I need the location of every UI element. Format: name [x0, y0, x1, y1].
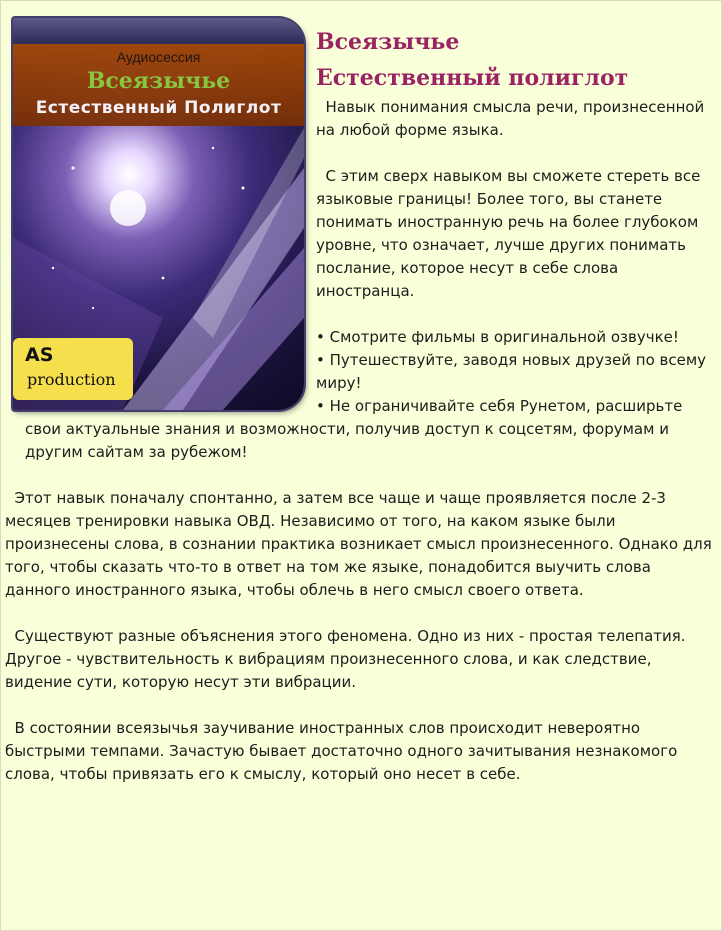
cover-title-band [13, 44, 304, 126]
body-paragraph: Существуют разные объяснения этого феномена. Одно из них - простая телепатия. Другое - чувствительность к вибрациям произнесенного слова, и как следствие, видение сути, которую несут эти вибрации. [5, 627, 691, 691]
logo-mark: AS [25, 344, 54, 366]
intro-paragraph-2: С этим сверх навыком вы сможете стереть все языковые границы! Более того, вы станете понимать иностранную речь на более глубоком уровне, что означает, лучше других понимать послание, которое несут в себе слова иностранца. [316, 167, 706, 300]
bullet-item: • Путешествуйте, заводя новых друзей по всему миру! [316, 351, 707, 392]
intro-paragraph: Навык понимания смысла речи, произнесенной на любой форме языка. [316, 98, 710, 139]
cover-image [13, 18, 304, 410]
title-line-1: Всеязычье [316, 29, 460, 55]
cover-subtitle: Естественный Полиглот [35, 98, 282, 118]
cover-kicker: Аудиосессия [116, 49, 201, 65]
logo-text: production [27, 370, 116, 389]
body-paragraph: В состоянии всеязычья заучивание иностранных слов происходит невероятно быстрыми темпами. Зачастую бывает достаточно одного зачитывания незнакомого слова, чтобы привязать его к смыслу, который оно несет в себе. [5, 719, 683, 783]
cover-title: Всеязычье [86, 68, 231, 94]
bullet-item: • Не ограничивайте себя Рунетом, расширьте свои актуальные знания и возможности, получив доступ к соцсетям, форумам и другим сайтам за рубежом! [25, 397, 683, 461]
cover-top-strip [13, 18, 304, 44]
bullet-item: • Смотрите фильмы в оригинальной озвучке! [316, 328, 679, 346]
title-line-2: Естественный полиглот [316, 65, 629, 91]
body-paragraph: Этот навык поначалу спонтанно, а затем все чаще и чаще проявляется после 2-3 месяцев тренировки навыка ОВД. Независимо от того, на каком языке были произнесены слова, в сознании практика возникает смысл произнесенного. Однако для того, чтобы сказать что-то в ответ на том же языке, понадобится выучить слова данного иностранного языка, чтобы облечь в него смысл своего ответа. [5, 489, 717, 599]
producer-logo [13, 338, 133, 400]
article [5, 14, 717, 786]
